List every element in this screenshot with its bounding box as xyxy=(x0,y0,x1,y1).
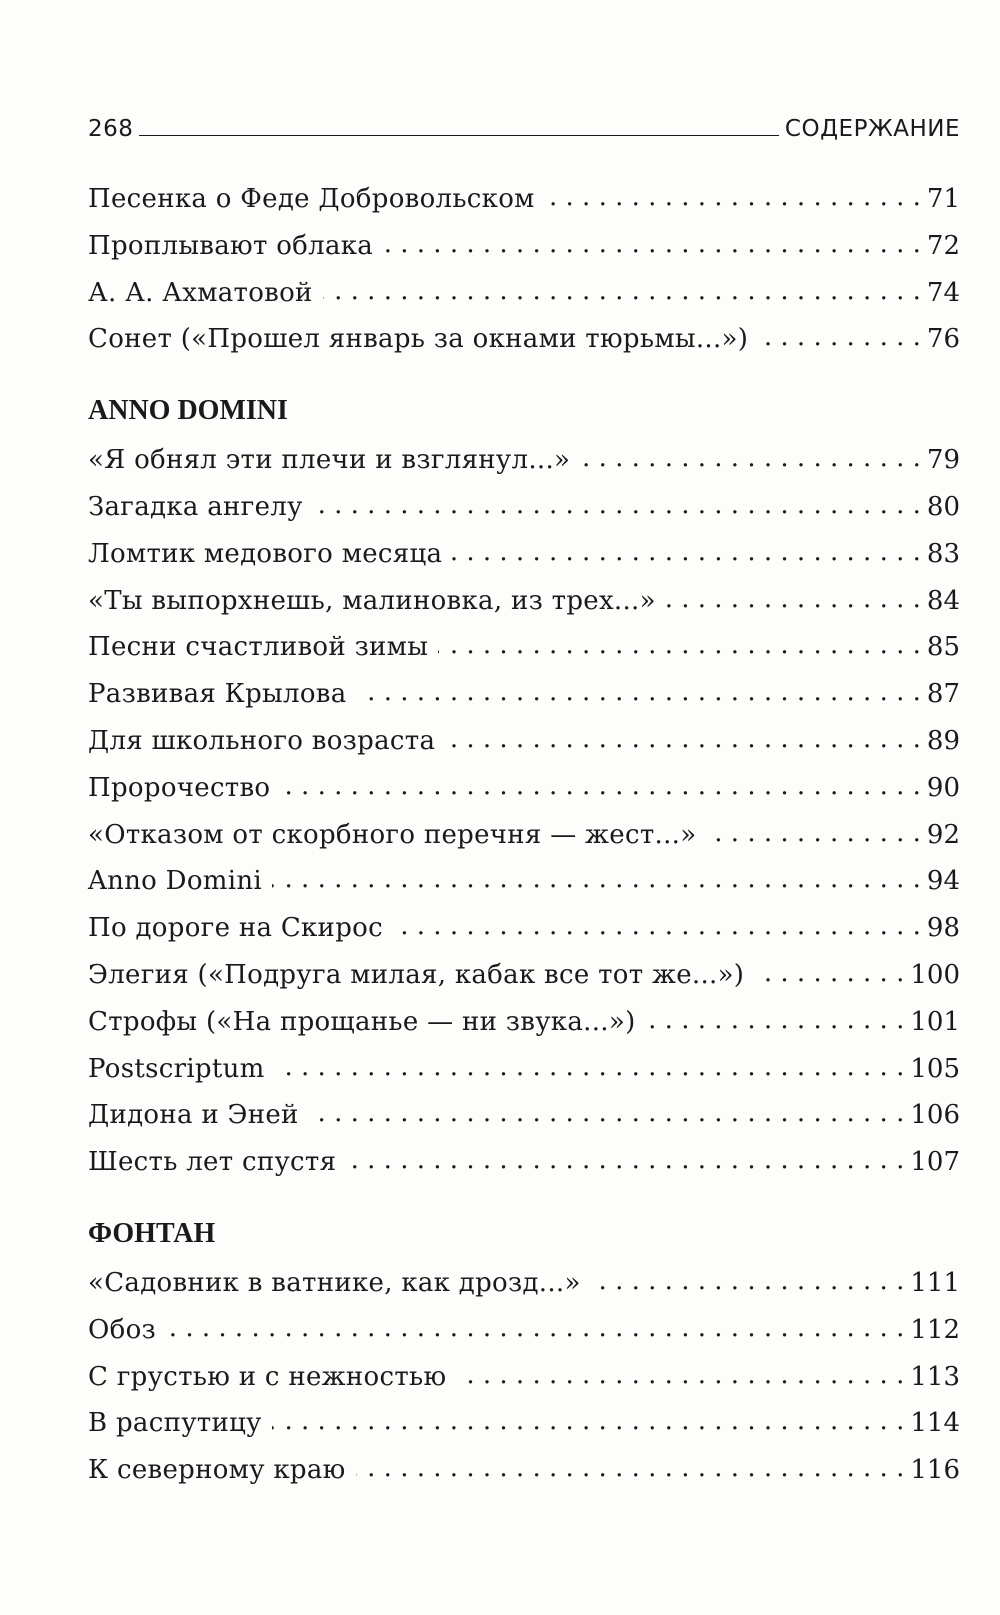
entry-page: 85 xyxy=(926,632,960,663)
entry-page: 98 xyxy=(926,913,960,944)
toc-entry xyxy=(88,270,960,317)
toc-section-anno-domini xyxy=(88,391,960,1186)
entry-page: 90 xyxy=(926,772,960,803)
toc-entry xyxy=(88,1354,960,1401)
toc-entry xyxy=(88,316,960,363)
leader-dots xyxy=(758,327,921,347)
toc-entry xyxy=(88,1260,960,1307)
leader-dots xyxy=(706,823,920,843)
leader-dots xyxy=(272,1411,905,1431)
toc-entry xyxy=(88,624,960,671)
entry-page: 80 xyxy=(926,491,960,522)
toc-entry xyxy=(88,1307,960,1354)
entry-title: «Отказом от скорбного перечня — жест...» xyxy=(88,819,697,850)
leader-dots xyxy=(591,1271,905,1291)
entry-page: 113 xyxy=(910,1361,960,1392)
toc-entry xyxy=(88,999,960,1046)
section-heading: ANNO DOMINI xyxy=(88,395,288,427)
entry-page: 94 xyxy=(926,866,960,897)
leader-dots xyxy=(456,1365,904,1385)
entry-title: «Садовник в ватнике, как дрозд...» xyxy=(88,1267,581,1298)
entry-title: Загадка ангелу xyxy=(88,491,303,522)
entry-title: «Ты выпорхнешь, малиновка, из трех...» xyxy=(88,585,656,616)
leader-dots xyxy=(393,916,921,936)
entry-title: А. А. Ахматовой xyxy=(88,277,313,308)
entry-title: Песенка о Феде Добровольском xyxy=(88,184,535,214)
leader-dots xyxy=(272,869,921,889)
entry-page: 107 xyxy=(910,1147,960,1178)
toc-list xyxy=(88,176,960,1494)
toc-section-continued xyxy=(88,176,960,363)
leader-dots xyxy=(323,281,921,301)
leader-dots xyxy=(346,1150,904,1170)
entry-title: Ломтик медового месяца xyxy=(88,538,443,569)
toc-entry xyxy=(88,718,960,765)
leader-dots xyxy=(580,448,921,468)
toc-entry xyxy=(88,531,960,578)
leader-dots xyxy=(646,1010,905,1030)
entry-page: 92 xyxy=(926,819,960,850)
leader-dots xyxy=(666,589,921,609)
toc-entry xyxy=(88,952,960,999)
entry-page: 111 xyxy=(910,1267,960,1298)
entry-title: С грустью и с нежностью xyxy=(88,1361,447,1392)
toc-entry xyxy=(88,765,960,812)
entry-title: Сонет («Прошел январь за окнами тюрьмы...») xyxy=(88,324,749,355)
leader-dots xyxy=(383,234,921,254)
entry-page: 101 xyxy=(910,1006,960,1037)
entry-page: 79 xyxy=(926,445,960,476)
entry-title: Песни счастливой зимы xyxy=(88,632,429,663)
page-number: 268 xyxy=(88,116,134,142)
entry-page: 114 xyxy=(910,1408,960,1439)
entry-page: 71 xyxy=(926,184,960,214)
entry-page: 76 xyxy=(926,324,960,355)
entry-page: 89 xyxy=(926,725,960,756)
entry-page: 116 xyxy=(910,1455,960,1486)
entry-title: «Я обнял эти плечи и взглянул...» xyxy=(88,445,571,476)
toc-page xyxy=(88,108,960,1494)
entry-title: Элегия («Подруга милая, кабак все тот же...») xyxy=(88,959,745,990)
entry-title: По дороге на Скирос xyxy=(88,913,383,944)
entry-title: К северному краю xyxy=(88,1455,346,1486)
toc-entry xyxy=(88,812,960,859)
section-heading: ФОНТАН xyxy=(88,1217,216,1249)
toc-entry xyxy=(88,1046,960,1093)
entry-page: 74 xyxy=(926,277,960,308)
leader-dots xyxy=(445,729,921,749)
leader-dots xyxy=(280,776,921,796)
entry-title: Для школьного возраста xyxy=(88,725,436,756)
header-rule xyxy=(139,135,779,136)
entry-page: 106 xyxy=(910,1100,960,1131)
entry-page: 72 xyxy=(926,230,960,261)
leader-dots xyxy=(438,635,921,655)
entry-page: 83 xyxy=(926,538,960,569)
entry-title: Проплывают облака xyxy=(88,230,374,261)
entry-title: Обоз xyxy=(88,1314,157,1345)
leader-dots xyxy=(356,1458,905,1478)
entry-title: Пророчество xyxy=(88,772,271,803)
toc-entry xyxy=(88,223,960,270)
entry-title: Postscriptum xyxy=(88,1053,265,1084)
entry-title: Строфы («На прощанье — ни звука...») xyxy=(88,1006,636,1037)
leader-dots xyxy=(166,1318,904,1338)
toc-entry xyxy=(88,578,960,625)
leader-dots xyxy=(452,542,921,562)
toc-entry xyxy=(88,1139,960,1186)
entry-title: Шесть лет спустя xyxy=(88,1147,337,1178)
leader-dots xyxy=(545,187,921,207)
entry-page: 112 xyxy=(910,1314,960,1345)
toc-entry xyxy=(88,1092,960,1139)
entry-page: 84 xyxy=(926,585,960,616)
toc-entry xyxy=(88,1447,960,1494)
toc-entry xyxy=(88,437,960,484)
leader-dots xyxy=(275,1057,905,1077)
entry-page: 105 xyxy=(910,1053,960,1084)
entry-title: Anno Domini xyxy=(88,866,263,897)
toc-entry xyxy=(88,858,960,905)
toc-entry xyxy=(88,1400,960,1447)
leader-dots xyxy=(357,682,921,702)
toc-section-fontan xyxy=(88,1214,960,1494)
entry-title: Дидона и Эней xyxy=(88,1100,299,1131)
leader-dots xyxy=(754,963,904,983)
leader-dots xyxy=(313,495,921,515)
leader-dots xyxy=(309,1103,905,1123)
toc-entry xyxy=(88,176,960,223)
entry-page: 100 xyxy=(910,959,960,990)
toc-entry xyxy=(88,905,960,952)
running-title: СОДЕРЖАНИЕ xyxy=(784,116,960,142)
entry-page: 87 xyxy=(926,679,960,710)
toc-entry xyxy=(88,484,960,531)
running-header xyxy=(88,108,960,142)
toc-entry xyxy=(88,671,960,718)
entry-title: В распутицу xyxy=(88,1408,262,1439)
entry-title: Развивая Крылова xyxy=(88,679,347,710)
